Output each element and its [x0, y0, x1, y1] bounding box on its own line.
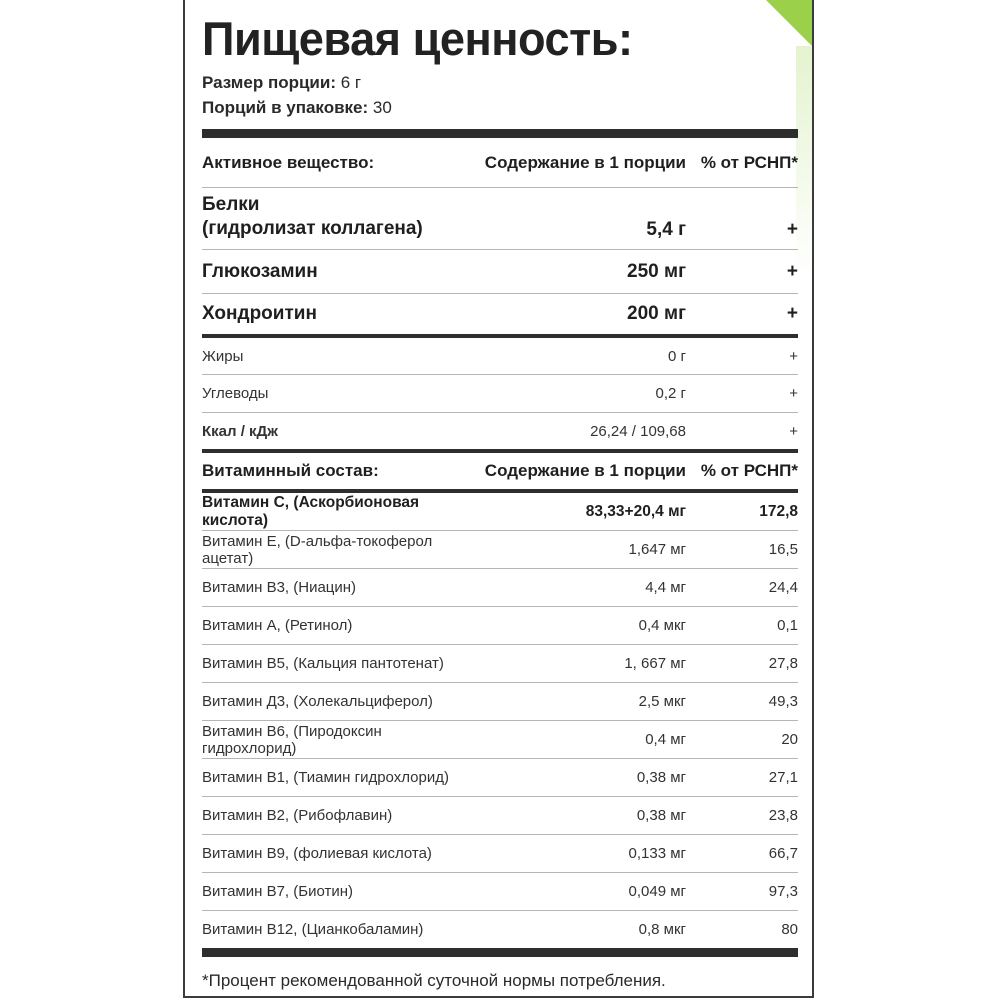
row-name: Витамин В6, (Пиродоксин гидрохлорид): [202, 722, 382, 757]
divider-thick: [202, 129, 798, 138]
row-amount: 0,8 мкг: [638, 921, 686, 938]
table-row: [202, 911, 798, 949]
row-name: Витамин В5, (Кальция пантотенат): [202, 655, 444, 672]
row-percent: 172,8: [759, 502, 798, 520]
row-percent: 20: [781, 731, 798, 748]
table-row: [202, 338, 798, 375]
row-percent: 16,5: [768, 541, 798, 558]
table-row: [202, 797, 798, 835]
row-percent: +: [789, 422, 798, 440]
servings-per-pack: [202, 95, 798, 120]
row-percent: 80: [781, 921, 798, 938]
active-header-amount: Содержание в 1 порции: [484, 152, 686, 172]
table-row: [202, 250, 798, 294]
row-amount: 250 мг: [627, 260, 686, 282]
nutrition-label: [183, 0, 814, 998]
row-percent: 49,3: [768, 693, 798, 710]
row-name: Витамин В2, (Рибофлавин): [202, 807, 393, 824]
vitamin-header-row: [202, 453, 798, 489]
row-name: Витамин В9, (фолиевая кислота): [202, 845, 432, 862]
row-name: Углеводы: [202, 385, 269, 402]
row-name: Витамин Д3, (Холекальциферол): [202, 693, 433, 710]
row-percent: +: [789, 385, 798, 402]
row-percent: 97,3: [768, 883, 798, 900]
table-row: [202, 759, 798, 797]
row-amount: 200 мг: [627, 303, 686, 324]
row-amount: 0,38 мг: [636, 769, 686, 786]
serving-size-value: 6 г: [340, 73, 362, 92]
row-name: Хондроитин: [202, 303, 317, 324]
table-row: [202, 493, 798, 531]
table-row: [202, 645, 798, 683]
row-amount: 83,33+20,4 мг: [585, 502, 686, 520]
row-name-line1: Белки: [202, 194, 260, 215]
page-title: Пищевая ценность:: [202, 12, 633, 65]
row-name: Витамин В3, (Ниацин): [202, 579, 357, 596]
corner-gradient: [796, 46, 812, 276]
vitamin-header-percent: % от РСНП*: [700, 461, 798, 480]
servings-per-pack-value: 30: [372, 98, 392, 117]
row-name: Витамин В1, (Тиамин гидрохлорид): [202, 769, 449, 786]
row-name: [202, 193, 466, 241]
row-percent: +: [789, 347, 798, 365]
row-percent: 27,8: [768, 655, 798, 672]
active-header-name: Активное вещество:: [202, 152, 375, 172]
row-name: Глюкозамин: [202, 260, 318, 282]
row-percent: +: [786, 260, 798, 282]
active-header-row: [202, 138, 798, 188]
row-name-line2: (гидролизат коллагена): [202, 218, 423, 239]
label-content: [202, 0, 798, 991]
row-amount: 5,4 г: [646, 219, 686, 240]
row-amount: 0,2 г: [655, 385, 686, 402]
row-amount: 1, 667 мг: [624, 655, 686, 672]
table-row: [202, 531, 798, 569]
table-row: [202, 569, 798, 607]
serving-size: [202, 70, 798, 95]
row-name: Ккал / кДж: [202, 422, 278, 440]
row-amount: 0,4 мкг: [638, 617, 686, 634]
table-row: [202, 294, 798, 334]
row-percent: +: [786, 219, 798, 240]
row-amount: 1,647 мг: [628, 541, 686, 558]
table-row: [202, 607, 798, 645]
row-name: Витамин В7, (Биотин): [202, 883, 354, 900]
vitamin-header-amount: Содержание в 1 порции: [484, 461, 686, 480]
table-row: [202, 873, 798, 911]
active-header-percent: % от РСНП*: [700, 152, 798, 172]
row-amount: 0,049 мг: [628, 883, 686, 900]
row-amount: 4,4 мг: [645, 579, 686, 596]
table-row: [202, 188, 798, 250]
row-amount: 0 г: [668, 347, 686, 365]
servings-per-pack-label: Порций в упаковке:: [202, 98, 369, 117]
divider-thick: [202, 948, 798, 957]
row-name: Жиры: [202, 347, 244, 365]
row-amount: 0,133 мг: [628, 845, 686, 862]
row-amount: 2,5 мкг: [638, 693, 686, 710]
serving-info: [202, 70, 798, 120]
row-percent: 0,1: [777, 617, 798, 634]
footnote: *Процент рекомендованной суточной нормы потребления.: [202, 971, 666, 990]
table-row: [202, 835, 798, 873]
row-percent: 27,1: [768, 769, 798, 786]
row-percent: +: [786, 303, 798, 324]
row-name: Витамин С, (Аскорбионовая кислота): [202, 493, 420, 529]
row-percent: 24,4: [768, 579, 798, 596]
row-percent: 66,7: [768, 845, 798, 862]
row-amount: 26,24 / 109,68: [590, 422, 686, 440]
row-percent: 23,8: [768, 807, 798, 824]
table-row: [202, 413, 798, 449]
vitamin-table: [202, 493, 798, 949]
table-row: [202, 683, 798, 721]
serving-size-label: Размер порции:: [202, 73, 336, 92]
row-name: Витамин В12, (Цианкобаламин): [202, 921, 424, 938]
row-amount: 0,38 мг: [636, 807, 686, 824]
vitamin-header-name: Витаминный состав:: [202, 461, 379, 480]
row-name: Витамин А, (Ретинол): [202, 617, 353, 634]
row-amount: 0,4 мг: [645, 731, 686, 748]
table-row: [202, 721, 798, 759]
row-name: Витамин Е, (D-альфа-токоферол ацетат): [202, 532, 433, 567]
table-row: [202, 375, 798, 413]
